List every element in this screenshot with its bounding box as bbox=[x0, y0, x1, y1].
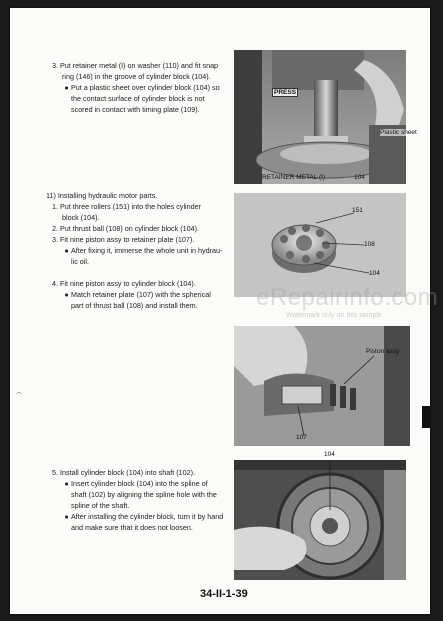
step5-bullet-text: After installing the cylinder block, turn it by hand bbox=[71, 512, 224, 521]
step3-line: ring (146) in the groove of cylinder block (104). bbox=[62, 72, 211, 81]
label-retainer-metal: RETAINER METAL (I) bbox=[262, 174, 326, 181]
page-number: 34-II-1-39 bbox=[200, 588, 248, 600]
section11-step-cont: block (104). bbox=[62, 213, 100, 222]
label-piston-assy: Piston assy bbox=[366, 348, 400, 355]
bullet-icon: ● bbox=[64, 479, 69, 488]
watermark-subtext: Watermark only on this sample bbox=[286, 312, 382, 319]
step3-bullet-text: Put a plastic sheet over cylinder block (104) so bbox=[71, 83, 220, 92]
label-plastic-sheet: Plastic sheet bbox=[380, 129, 417, 136]
section11-bullet-text: Match retainer plate (107) with the spherical bbox=[71, 290, 211, 299]
section11-text bbox=[46, 190, 230, 311]
step5-line: 5. Install cylinder block (104) into shaft (102). bbox=[52, 468, 196, 477]
label-107: 107 bbox=[296, 434, 307, 441]
press-photo-image bbox=[234, 50, 406, 184]
margin-mark bbox=[16, 392, 22, 396]
photo-piston-assy bbox=[234, 326, 410, 446]
bullet-icon: ● bbox=[64, 290, 69, 299]
photo-press-retainer bbox=[234, 50, 417, 184]
photo-cylinder-shaft bbox=[234, 460, 406, 580]
label-press: PRESS bbox=[274, 89, 297, 96]
bullet-icon: ● bbox=[64, 512, 69, 521]
section11-bullet-cont: part of thrust ball (108) and install them. bbox=[71, 301, 198, 310]
label-151: 151 bbox=[352, 207, 363, 214]
cylinder-block-image bbox=[234, 193, 406, 297]
label-104-photo1: 104 bbox=[354, 174, 365, 181]
photo-cylinder-block bbox=[234, 193, 406, 297]
step5-bullet-cont: shaft (102) by aligning the spline hole with the bbox=[71, 490, 217, 499]
step5-text bbox=[52, 467, 230, 533]
label-104-photo4: 104 bbox=[324, 451, 335, 458]
step5-bullet-text: Insert cylinder block (104) into the spline of bbox=[71, 479, 208, 488]
bullet-icon: ● bbox=[64, 83, 69, 92]
section11-step: 1. Put three rollers (151) into the holes cylinder bbox=[52, 202, 202, 211]
section11-bullet-text: After fixing it, immerse the whole unit in hydrau- bbox=[71, 246, 223, 255]
step3-line: 3. Put retainer metal (I) on washer (110) and fit snap bbox=[52, 61, 219, 70]
manual-page bbox=[10, 8, 439, 614]
label-108: 108 bbox=[364, 241, 375, 248]
section11-bullet-cont: lic oil. bbox=[71, 257, 89, 266]
piston-assy-image bbox=[234, 326, 410, 446]
section11-step: 3. Fit nine piston assy to retainer plate (107). bbox=[52, 235, 195, 244]
cylinder-shaft-image bbox=[234, 460, 406, 580]
section11-title: 11) Installing hydraulic motor parts. bbox=[46, 191, 158, 200]
step3-bullet-cont: scored in contact with timing plate (109). bbox=[71, 105, 200, 114]
section-tab-marker bbox=[422, 406, 430, 428]
section11-step: 2. Put thrust ball (108) on cylinder block (104). bbox=[52, 224, 200, 233]
bullet-icon: ● bbox=[64, 246, 69, 255]
step3-bullet-cont: the contact surface of cylinder block is not bbox=[71, 94, 205, 103]
step5-bullet-cont: spline of the shaft. bbox=[71, 501, 130, 510]
label-104-photo2: 104 bbox=[369, 270, 380, 277]
watermark-text: eRepairinfo.com bbox=[256, 284, 439, 311]
step3-text bbox=[52, 60, 230, 115]
step5-bullet-cont: and make sure that it does not loosen. bbox=[71, 523, 193, 532]
section11-step: 4. Fit nine piston assy to cylinder block (104). bbox=[52, 279, 196, 288]
